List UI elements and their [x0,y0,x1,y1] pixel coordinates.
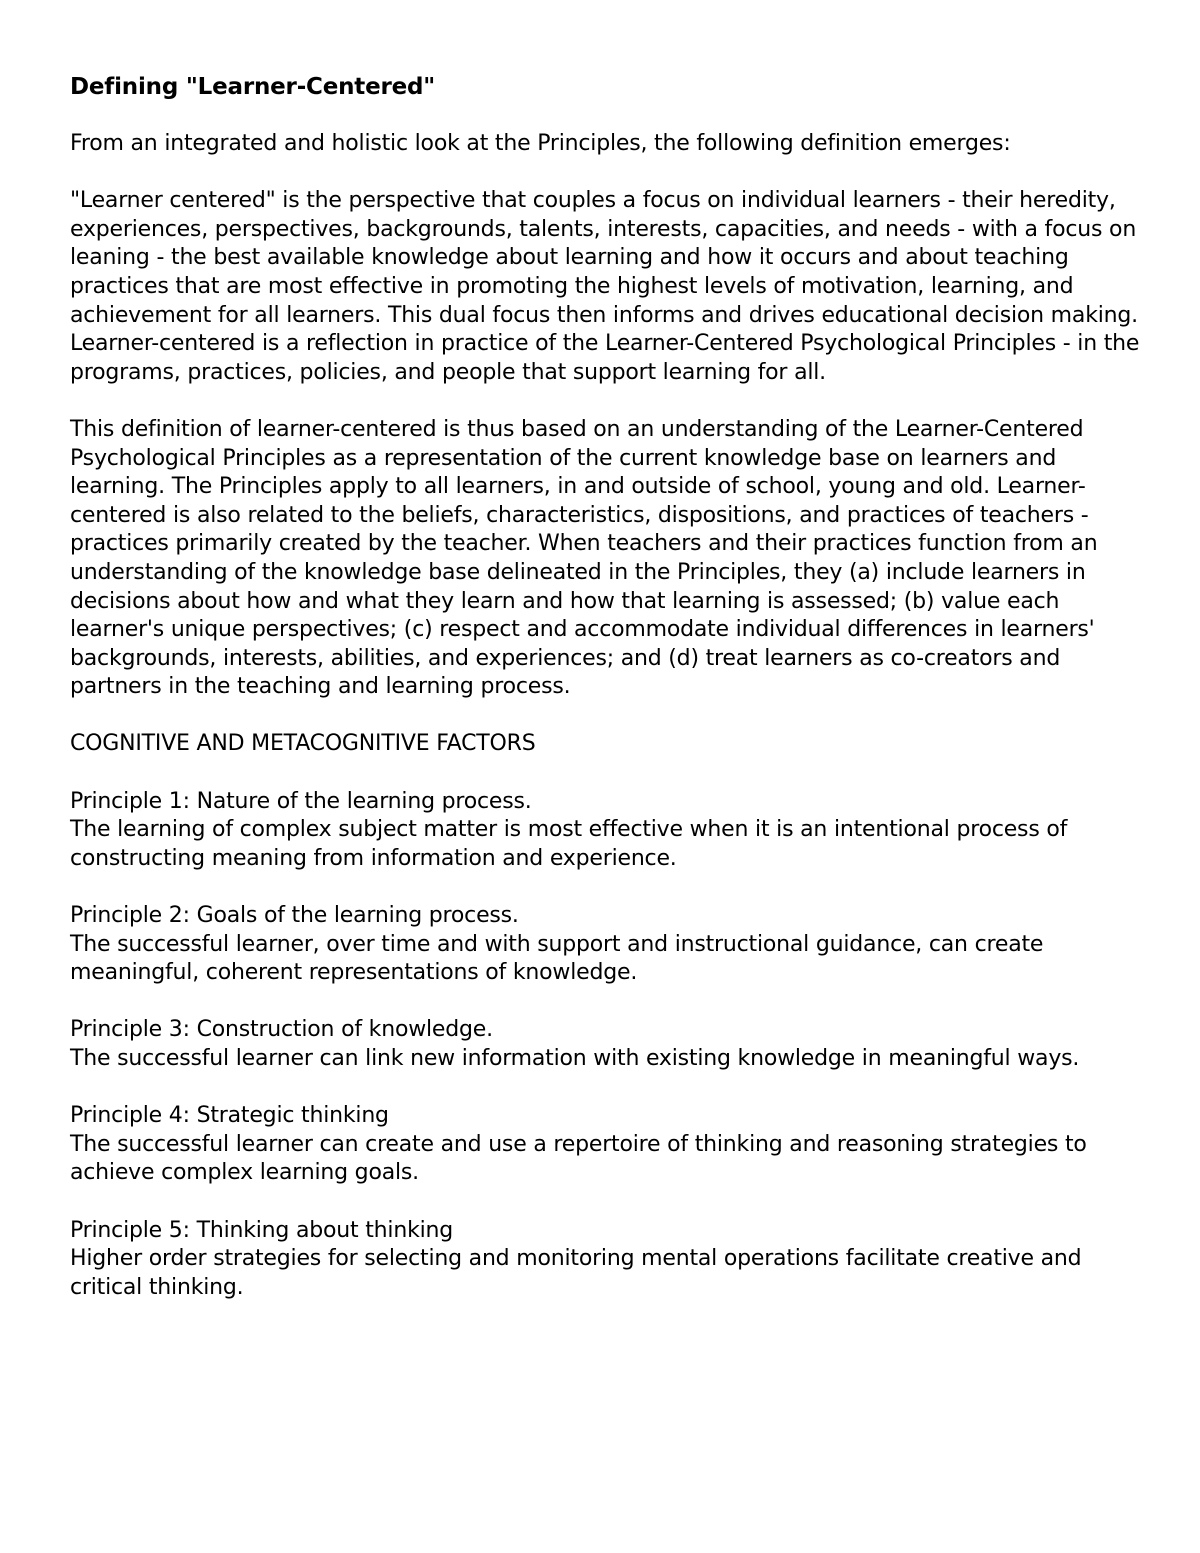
principle-body: The successful learner can create and use a repertoire of thinking and reasoning strategies to achieve complex learning goals. [70,1131,1087,1186]
principle-block [70,1016,1140,1073]
principle-body: Higher order strategies for selecting and monitoring mental operations facilitate creative and critical thinking. [70,1246,1082,1300]
principle-block [70,1102,1140,1188]
principle-block [70,1217,1140,1303]
section-heading: COGNITIVE AND METACOGNITIVE FACTORS [70,731,536,757]
principle-body: The successful learner, over time and with support and instructional guidance, can create meaningful, coherent representations of knowledge. [70,931,1044,986]
explanation-paragraph: This definition of learner-centered is thus based on an understanding of the Learner-Centered Psychological Principles as a representation of the current knowledge base on learners and learning. The Principles apply to all learners, in and outside of school, young and old. Learner-centered is also related to the beliefs, characteristics, dispositions, and practices of teachers - practices primarily created by the teacher. When teachers and their practices function from an understanding of the knowledge base delineated in the Principles, they (a) include learners in decisions about how and what they learn and how that learning is assessed; (b) value each learner's unique perspectives; (c) respect and accommodate individual differences in learners' backgrounds, interests, abilities, and experiences; and (d) treat learners as co-creators and partners in the teaching and learning process. [70,416,1098,700]
principle-title: Principle 1: Nature of the learning process. [70,788,532,814]
principle-title: Principle 2: Goals of the learning process. [70,903,519,929]
definition-paragraph: "Learner centered" is the perspective that couples a focus on individual learners - their heredity, experiences, perspectives, backgrounds, talents, interests, capacities, and needs - with a focus on leaning - the best available knowledge about learning and how it occurs and about teaching practices that are most effective in promoting the highest levels of motivation, learning, and achievement for all learners. This dual focus then informs and drives educational decision making. Learner-centered is a reflection in practice of the Learner-Centered Psychological Principles - in the programs, practices, policies, and people that support learning for all. [70,188,1140,385]
principle-title: Principle 5: Thinking about thinking [70,1217,454,1243]
principle-body: The learning of complex subject matter is most effective when it is an intentional process of constructing meaning from information and experience. [70,817,1068,871]
principle-body: The successful learner can link new information with existing knowledge in meaningful ways. [70,1046,1080,1071]
principle-block [70,788,1140,874]
intro-paragraph: From an integrated and holistic look at the Principles, the following definition emerges: [70,131,1011,156]
principle-title: Principle 4: Strategic thinking [70,1103,389,1129]
principle-title: Principle 3: Construction of knowledge. [70,1017,493,1043]
document-page [70,72,1140,1331]
document-title: Defining "Learner-Centered" [70,74,436,100]
principle-block [70,902,1140,988]
